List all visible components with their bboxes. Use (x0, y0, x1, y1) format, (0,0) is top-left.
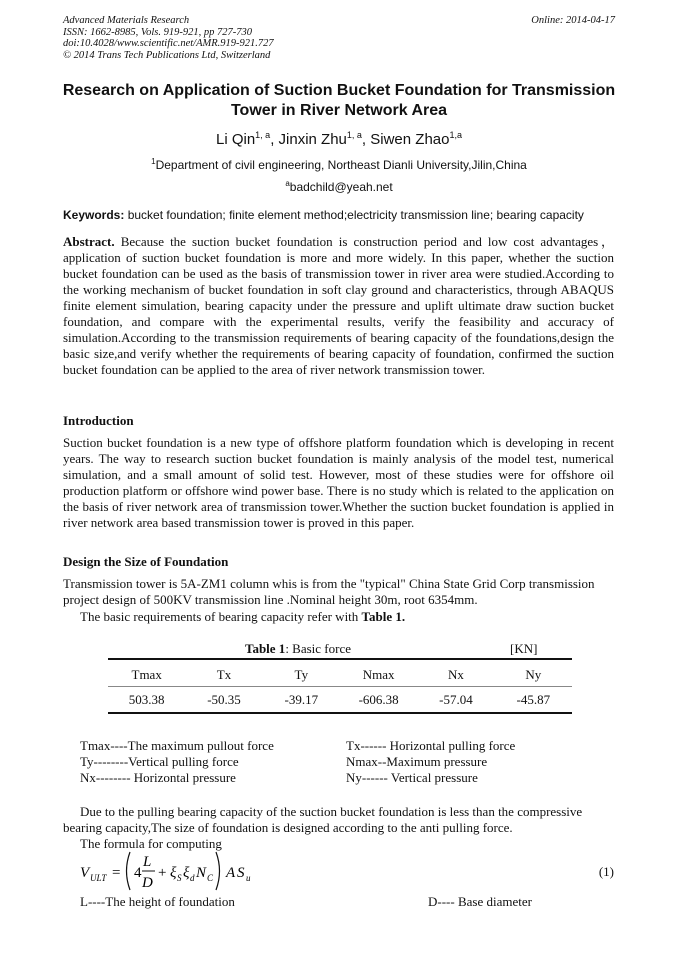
eq-denominator: D (142, 875, 153, 891)
table-cell: -606.38 (358, 692, 399, 707)
author-list (0, 130, 678, 148)
eq-xi: ξ (183, 865, 190, 881)
table-cell: -50.35 (207, 692, 241, 707)
design-line-3-text: The basic requirements of bearing capacity refer with (80, 609, 362, 624)
author-sup: 1, a (255, 130, 271, 140)
table-header-cell: Nmax (362, 667, 395, 682)
eq-equals: = (112, 865, 121, 881)
doi: doi:10.4028/www.scientific.net/AMR.919-921.727 (63, 38, 274, 49)
section-heading-design: Design the Size of Foundation (63, 554, 229, 569)
table-top-rule (108, 658, 572, 660)
design-line-3 (80, 609, 405, 625)
table-header-cell: Ty (294, 667, 309, 682)
copyright: © 2014 Trans Tech Publications Ltd, Switzerland (63, 49, 271, 61)
table-reference: Table 1. (361, 609, 406, 624)
affiliation-text: Department of civil engineering, Northeast Dianli University,Jilin,China (155, 158, 527, 172)
eq-xi-sub-d: d (190, 873, 195, 883)
author-separator: , (361, 131, 371, 148)
table-header-row (108, 667, 572, 683)
keywords (63, 208, 623, 222)
legend-ny: Ny------ Vertical pressure (346, 770, 478, 785)
author-sup: 1, a (346, 130, 362, 140)
author-name: Jinxin Zhu (278, 131, 347, 148)
table-header-cell: Tmax (131, 667, 162, 682)
author-email (0, 179, 678, 194)
pulling-line-2: bearing capacity,The size of foundation is designed according to the anti pulling force. (63, 820, 513, 835)
eq-coef: 4 (134, 865, 142, 881)
eq-s-sub: u (246, 873, 251, 883)
legend-nmax: Nmax--Maximum pressure (346, 754, 488, 769)
table-header-cell: Nx (448, 667, 464, 682)
table-cell: 503.38 (128, 692, 165, 707)
legend-nx: Nx-------- Horizontal pressure (80, 770, 236, 785)
equation-svg (80, 848, 620, 894)
table-unit: [KN] (510, 641, 538, 656)
formula-intro: The formula for computing (80, 836, 222, 851)
design-line-2: project design of 500KV transmission line .Nominal height 30m, root 6354mm. (63, 592, 478, 607)
table-row (108, 692, 572, 708)
keywords-text: bucket foundation; finite element method;electricity transmission line; bearing capacity (124, 208, 584, 222)
title-line-1: Research on Application of Suction Bucket Foundation for Transmission (62, 82, 616, 99)
abstract-text: Because the suction bucket foundation is construction period and low cost advantages，application of suction bucket foundation is more and more widely. In this paper, whether the suction bucket foundation can be used as the basis of transmission tower in river area were studied.According to the working mechanism of bucket foundation in soft clay ground and characteristics, through ABAQUS finite element simulation, bearing capacity under the pressure and uplift ultimate draw suction bucket foundation, and compare with the experimental results, verify the feasibility and accuracy of simulation.According to the transmission requirements of bearing capacity of the foundations,design the basic size,and verify whether the requirements of bearing capacity of foundation, confirmed the suction bucket foundation can be applied to the area of river network transmission tower. (63, 234, 614, 377)
table-mid-rule (108, 686, 572, 687)
definition-l: L----The height of foundation (80, 894, 235, 909)
author-name: Siwen Zhao (370, 131, 450, 148)
table-header-cell: Ny (525, 667, 542, 682)
equation-1 (80, 848, 620, 894)
eq-n-sub: C (207, 873, 214, 883)
table-cell: -39.17 (284, 692, 319, 707)
section-heading-introduction: Introduction (63, 413, 134, 428)
table-label: Table 1 (244, 641, 286, 656)
equation-number: (1) (598, 864, 614, 879)
email-text: badchild@yeah.net (289, 180, 393, 194)
eq-plus: + (158, 865, 167, 881)
legend-tx: Tx------ Horizontal pulling force (346, 738, 516, 753)
author-separator: , (270, 131, 279, 148)
author-name: Li Qin (215, 131, 256, 148)
eq-n: N (196, 865, 207, 881)
abstract (63, 234, 614, 378)
paper-title (40, 81, 638, 120)
eq-xi: ξ (170, 865, 177, 881)
legend-tmax: Tmax----The maximum pullout force (80, 738, 274, 753)
left-paren (127, 852, 131, 890)
title-line-2: Tower in River Network Area (230, 101, 448, 119)
eq-s: S (237, 865, 245, 881)
eq-a: A (226, 865, 236, 881)
table-caption-text: : Basic force (285, 641, 352, 656)
online-date: Online: 2014-04-17 (531, 15, 615, 26)
eq-lhs: V (80, 865, 90, 881)
design-line-1: Transmission tower is 5A-ZM1 column whis is from the "typical" China State Grid Corp transmission (63, 576, 595, 591)
right-paren (216, 852, 220, 890)
pulling-line-1: Due to the pulling bearing capacity of the suction bucket foundation is less than the compressive (80, 804, 583, 819)
table-title (108, 641, 488, 657)
journal-name: Advanced Materials Research (63, 15, 190, 26)
eq-numerator: L (143, 854, 152, 870)
email-sup: a (285, 179, 290, 188)
issn: ISSN: 1662-8985, Vols. 919-921, pp 727-730 (63, 26, 252, 38)
keywords-label: Keywords: (63, 208, 125, 222)
introduction-text: Suction bucket foundation is a new type of offshore platform foundation which is developing in recent years. The way to research suction bucket foundation is mainly analysis of the model test, numerical simulation, and a small amount of solid test. However, most of these studies were for offshore oil production platform or offshore wind power base. There is no study which is related to the application on the basis of river network area of transmission tower.Whether the suction bucket foundation is applied in river network area based transmission tower is proved in this paper. (63, 435, 614, 530)
affiliation (0, 157, 678, 172)
definition-d: D---- Base diameter (428, 894, 532, 909)
table-header-cell: Tx (216, 667, 232, 682)
eq-lhs-sub: ULT (90, 873, 107, 883)
author-sup: 1,a (449, 130, 462, 140)
legend-ty: Ty--------Vertical pulling force (80, 754, 239, 769)
table-cell: -45.87 (516, 692, 551, 707)
journal-header (63, 15, 615, 61)
table-bottom-rule (108, 712, 572, 714)
affiliation-sup: 1 (151, 157, 156, 166)
eq-xi-sub-s: S (177, 873, 182, 883)
table-cell: -57.04 (439, 692, 473, 707)
abstract-label: Abstract. (63, 234, 115, 249)
